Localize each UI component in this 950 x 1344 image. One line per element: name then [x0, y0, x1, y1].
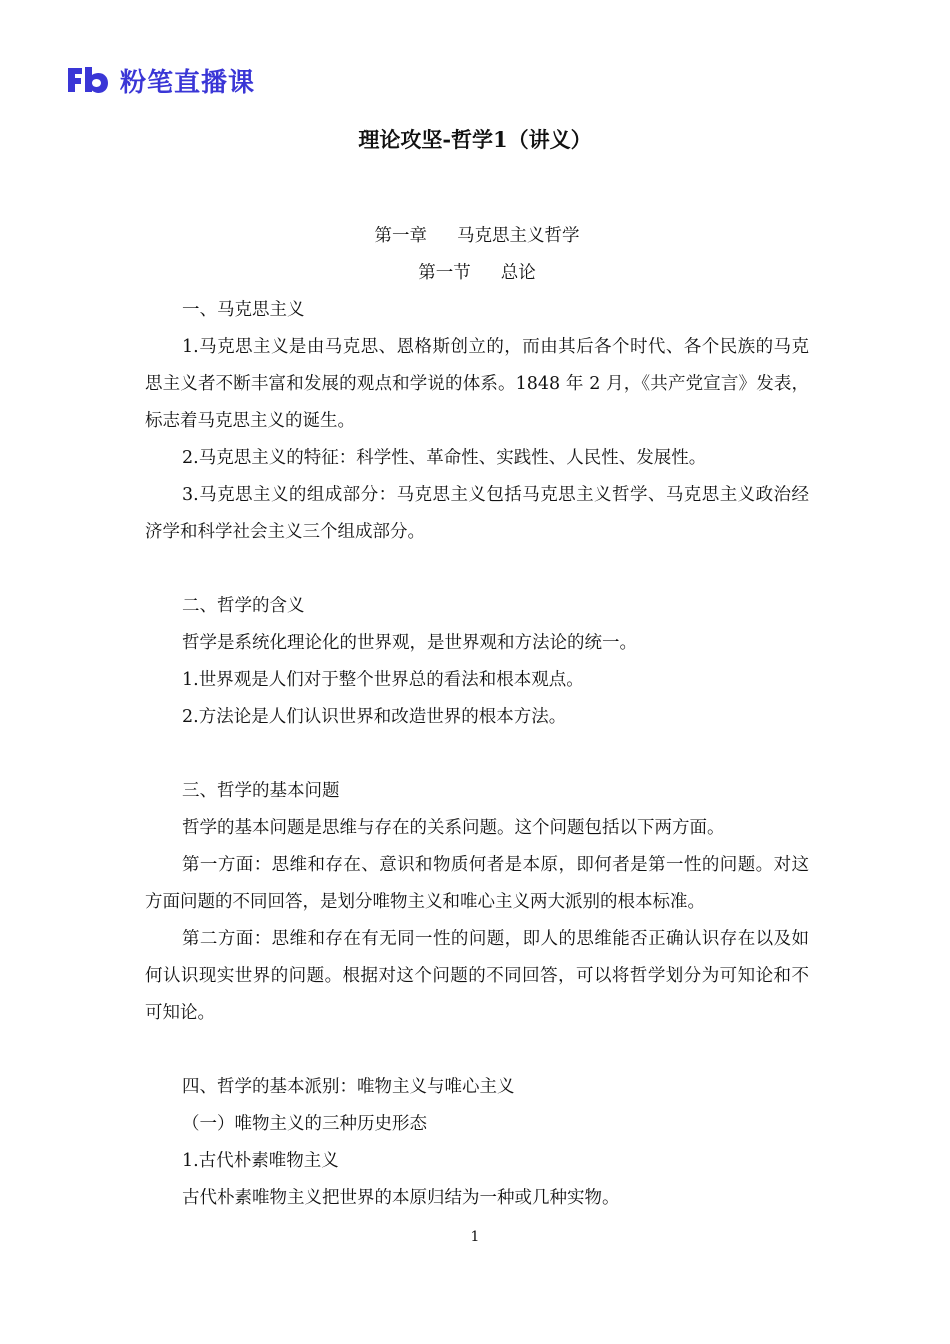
part2-paragraph-1: 哲学是系统化理论化的世界观，是世界观和方法论的统一。	[182, 633, 637, 653]
part4-heading: 四、哲学的基本派别：唯物主义与唯心主义	[182, 1077, 515, 1097]
page-number: 1	[470, 1229, 480, 1245]
part2-heading: 二、哲学的含义	[182, 596, 305, 616]
chapter-number: 第一章	[374, 226, 427, 246]
part1-paragraph-3: 3.马克思主义的组成部分：马克思主义包括马克思主义哲学、马克思主义政治经济学和科学社会主义三个组成部分。	[145, 485, 809, 542]
brand-name: 粉笔直播课	[120, 67, 256, 98]
part1-heading: 一、马克思主义	[182, 300, 305, 320]
part3-heading: 三、哲学的基本问题	[182, 781, 340, 801]
brand-logo	[66, 64, 255, 96]
document-title: 理论攻坚-哲学1（讲义）	[358, 127, 592, 152]
part3-paragraph-2: 第一方面：思维和存在、意识和物质何者是本原，即何者是第一性的问题。对这方面问题的不同回答，是划分唯物主义和唯心主义两大派别的根本标准。	[145, 855, 809, 912]
part4-subheading: （一）唯物主义的三种历史形态	[182, 1114, 427, 1134]
section-number: 第一节	[418, 263, 471, 283]
part1-paragraph-2: 2.马克思主义的特征：科学性、革命性、实践性、人民性、发展性。	[182, 448, 707, 468]
section-heading	[145, 255, 809, 292]
chapter-heading	[145, 218, 809, 255]
section-name: 总论	[500, 263, 536, 283]
document-body	[145, 218, 809, 1217]
part3-paragraph-1: 哲学的基本问题是思维与存在的关系问题。这个问题包括以下两方面。	[182, 818, 725, 838]
part1-paragraph-1: 1.马克思主义是由马克思、恩格斯创立的，而由其后各个时代、各个民族的马克思主义者不断丰富和发展的观点和学说的体系。1848 年 2 月，《共产党宣言》发表，标志着马克思主义的诞生。	[145, 337, 809, 431]
part4-item-heading: 1.古代朴素唯物主义	[182, 1151, 339, 1171]
part4-paragraph-1: 古代朴素唯物主义把世界的本原归结为一种或几种实物。	[182, 1188, 620, 1208]
part2-paragraph-3: 2.方法论是人们认识世界和改造世界的根本方法。	[182, 707, 567, 727]
chapter-name: 马克思主义哲学	[457, 226, 580, 246]
fb-logo-icon	[66, 65, 110, 95]
part3-paragraph-3: 第二方面：思维和存在有无同一性的问题，即人的思维能否正确认识存在以及如何认识现实世界的问题。根据对这个问题的不同回答，可以将哲学划分为可知论和不可知论。	[145, 929, 809, 1023]
part2-paragraph-2: 1.世界观是人们对于整个世界总的看法和根本观点。	[182, 670, 584, 690]
